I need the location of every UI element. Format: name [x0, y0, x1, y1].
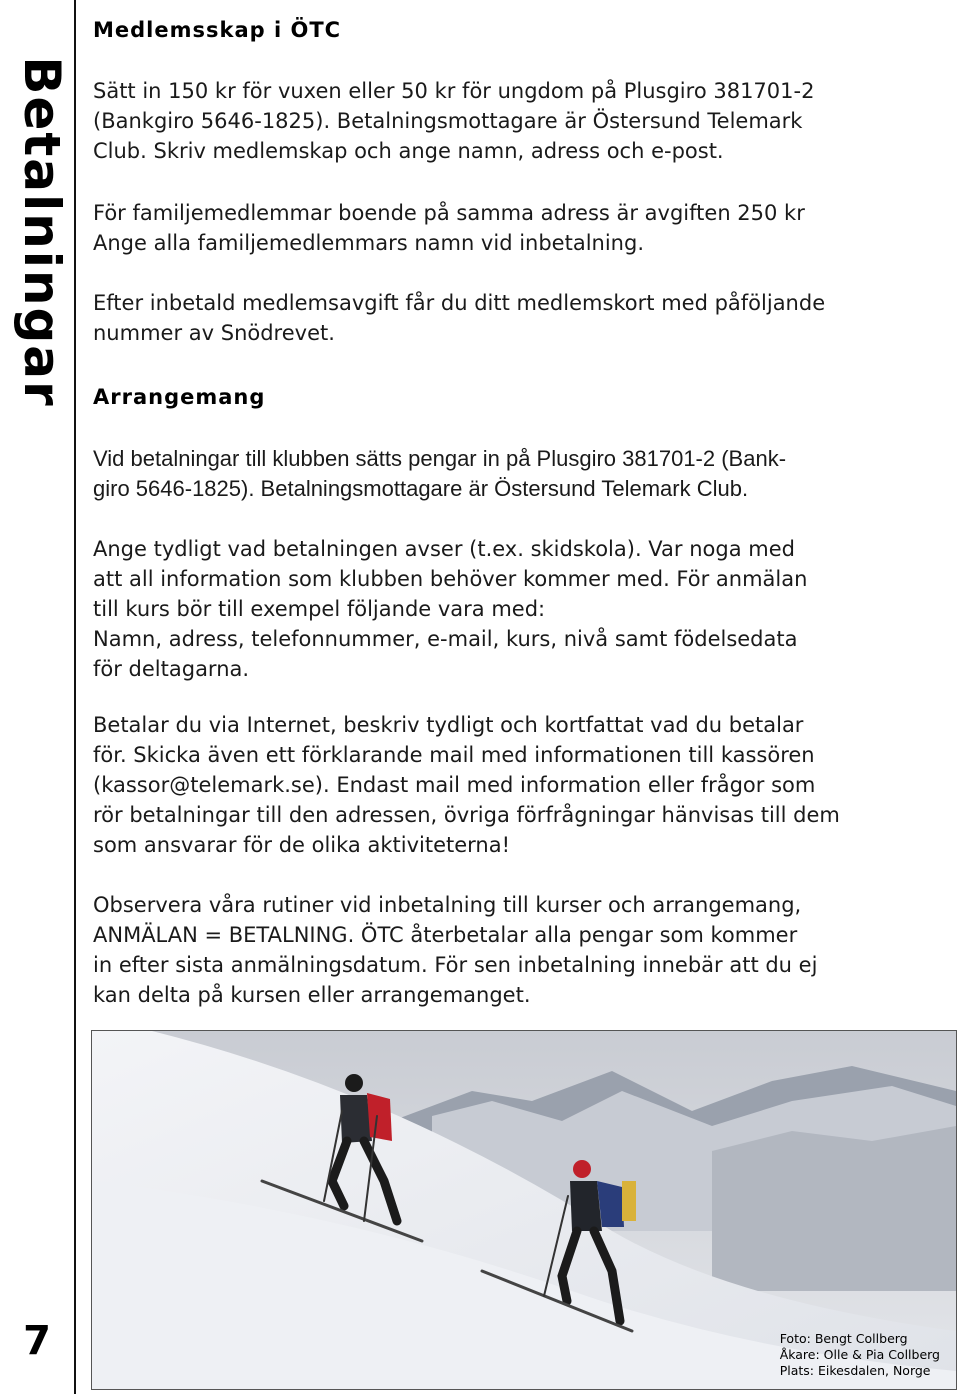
photo-location: Plats: Eikesdalen, Norge — [779, 1363, 931, 1378]
family-fee-paragraph: För familjemedlemmar boende på samma adress är avgiften 250 kr Ange alla familjemedlemmars namn vid inbetalning. — [93, 201, 805, 255]
photo-skiers: Åkare: Olle & Pia Collberg — [779, 1347, 940, 1362]
membership-fee-paragraph: Sätt in 150 kr för vuxen eller 50 kr för ungdom på Plusgiro 381701-2 (Bankgiro 5646-1825). Betalningsmottagare är Östersund Telemark Club. Skriv medlemskap och ange namn, adress och e-post. — [93, 79, 815, 163]
photo-caption — [780, 1331, 940, 1379]
events-heading: Arrangemang — [93, 385, 266, 409]
internet-payment-paragraph: Betalar du via Internet, beskriv tydligt och kortfattat vad du betalar för. Skicka även ett förklarande mail med informationen till kassören (kassor@telemark.se). Endast mail med information eller frågor som rör betalningar till den adressen, övriga förfrågningar hänvisas till dem som ansvarar för de olika aktiviteterna! — [93, 713, 840, 857]
photo-credit: Foto: Bengt Collberg — [779, 1331, 908, 1346]
sidebar — [0, 0, 76, 1394]
payment-details-paragraph: Ange tydligt vad betalningen avser (t.ex. skidskola). Var noga med att all information som klubben behöver kommer med. För anmälan till kurs bör till exempel följande vara med: Namn, adress, telefonnummer, e-mail, kurs, nivå samt födelsedata för deltagarna. — [93, 537, 808, 681]
membership-card-paragraph: Efter inbetald medlemsavgift får du ditt medlemskort med påföljande nummer av Snödrevet. — [93, 291, 826, 345]
membership-heading: Medlemsskap i ÖTC — [93, 18, 342, 42]
payment-rules-paragraph: Observera våra rutiner vid inbetalning till kurser och arrangemang, ANMÄLAN = BETALNING. ÖTC återbetalar alla pengar som kommer in efter sista anmälningsdatum. För sen inbetalning innebär att du ej kan delta på kursen eller arrangemanget. — [93, 893, 818, 1007]
page-number: 7 — [23, 1318, 51, 1364]
events-payment-paragraph: Vid betalningar till klubben sätts pengar in på Plusgiro 381701-2 (Bank- giro 5646-1825). Betalningsmottagare är Östersund Telemark Club. — [93, 446, 787, 501]
section-title-vertical: Betalningar — [13, 56, 71, 408]
skiing-photo — [91, 1030, 957, 1390]
